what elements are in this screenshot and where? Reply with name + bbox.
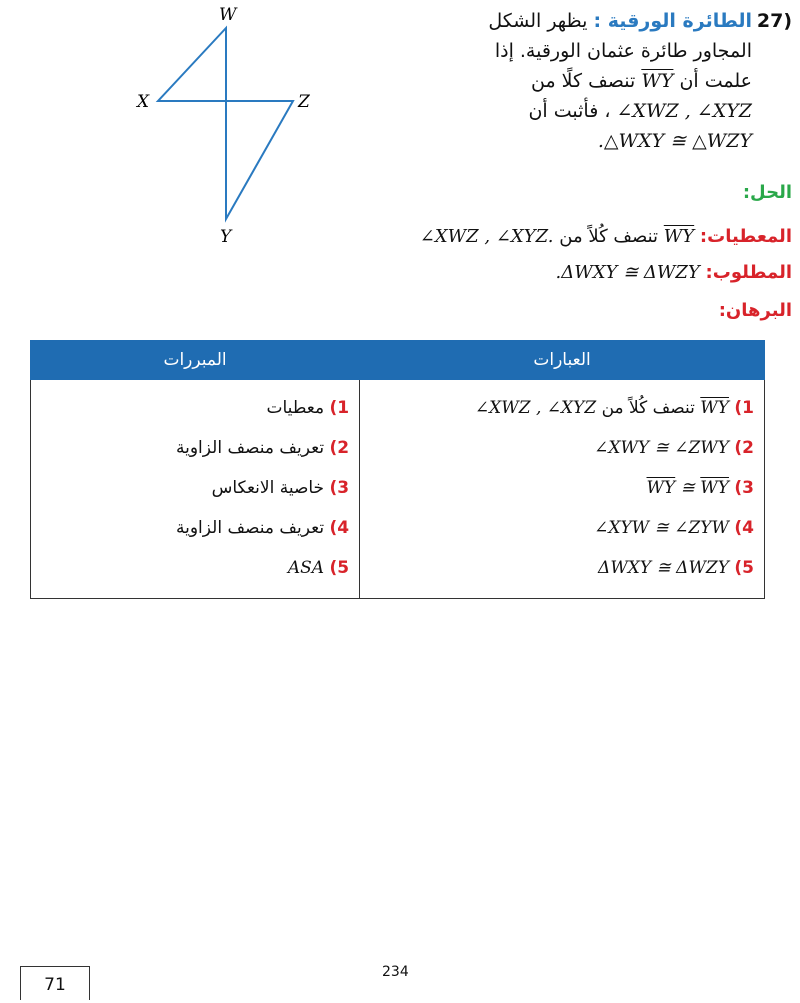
problem-number: 27) — [756, 10, 792, 32]
reason-3-text: خاصية الانعكاس — [211, 478, 325, 498]
reason-1-text: معطيات — [266, 398, 325, 418]
given-segment: $\overline{WY}$ — [663, 226, 695, 247]
required-label: المطلوب: — [705, 262, 792, 283]
reason-4-text: تعريف منصف الزاوية — [175, 518, 325, 538]
reason-5-number: 5) — [329, 558, 350, 578]
statement-3 — [360, 468, 764, 508]
statement-2 — [360, 428, 764, 468]
statement-3-seg-b: $\overline{WY}$ — [700, 478, 729, 498]
given-line — [420, 226, 792, 247]
label-z: Z — [298, 92, 310, 112]
given-angles: ∠XWZ , ∠XYZ. — [419, 226, 554, 247]
reason-2-text: تعريف منصف الزاوية — [175, 438, 325, 458]
statement-1-segment: $\overline{WY}$ — [700, 398, 729, 418]
problem-line4-post: ، فأثبت أن — [528, 100, 611, 122]
statements-column — [360, 380, 765, 599]
statement-3-math — [647, 478, 729, 498]
reason-3-number: 3) — [329, 478, 350, 498]
statement-1-text: تنصف كُلاً من — [601, 398, 695, 418]
label-y: Y — [220, 227, 232, 247]
page-number: 234 — [382, 964, 409, 980]
statement-1-math: ∠XWZ , ∠XYZ — [474, 398, 597, 418]
proof-label: البرهان: — [718, 300, 792, 321]
reason-1 — [31, 388, 359, 428]
reasons-column — [31, 380, 360, 599]
statement-5-math: ΔWXY ≅ ΔWZY — [598, 558, 729, 578]
reason-3 — [31, 468, 359, 508]
statement-4-number: 4) — [734, 518, 754, 538]
label-w: W — [219, 5, 237, 25]
page-box-number: 71 — [20, 966, 90, 1000]
problem-line2: المجاور طائرة عثمان الورقية. إذا — [494, 40, 752, 62]
statement-2-math: ∠XWY ≅ ∠ZWY — [594, 438, 729, 458]
required-text: .ΔWXY ≅ ΔWZY — [555, 262, 700, 283]
reason-5-text: ASA — [287, 558, 325, 578]
statement-5 — [360, 548, 764, 588]
segment-wy: $\overline{WY}$ — [641, 70, 674, 92]
statement-4-math: ∠XYW ≅ ∠ZYW — [594, 518, 729, 538]
given-text: تنصف كُلاً من — [559, 226, 659, 247]
problem-title: الطائرة الورقية : — [593, 10, 752, 32]
required-line — [555, 262, 792, 283]
reason-2 — [31, 428, 359, 468]
problem-angles: ∠XWZ , ∠XYZ — [616, 100, 752, 122]
solution-heading: الحل: — [742, 182, 792, 203]
header-reasons: المبررات — [31, 341, 360, 380]
label-x: X — [137, 92, 150, 112]
problem-line5: .△WXY ≅ △WZY — [597, 130, 752, 152]
statement-5-number: 5) — [734, 558, 754, 578]
reason-4-number: 4) — [329, 518, 350, 538]
statement-4 — [360, 508, 764, 548]
kite-figure — [130, 0, 330, 250]
reason-4 — [31, 508, 359, 548]
problem-line3-pre: علمت أن — [679, 70, 752, 92]
proof-table — [30, 340, 765, 599]
reason-2-number: 2) — [329, 438, 350, 458]
statement-3-op: ≅ — [675, 478, 701, 498]
statement-3-seg-a: $\overline{WY}$ — [646, 478, 676, 498]
statement-3-number: 3) — [734, 478, 754, 498]
header-statements: العبارات — [360, 341, 765, 380]
problem-statement — [332, 6, 752, 156]
statement-2-number: 2) — [734, 438, 754, 458]
reason-5 — [31, 548, 359, 588]
reason-1-number: 1) — [329, 398, 350, 418]
statement-1 — [360, 388, 764, 428]
statement-1-number: 1) — [734, 398, 754, 418]
problem-line1: يظهر الشكل — [488, 10, 588, 32]
given-label: المعطيات: — [699, 226, 792, 247]
problem-line3-post: تنصف كلًا من — [531, 70, 636, 92]
